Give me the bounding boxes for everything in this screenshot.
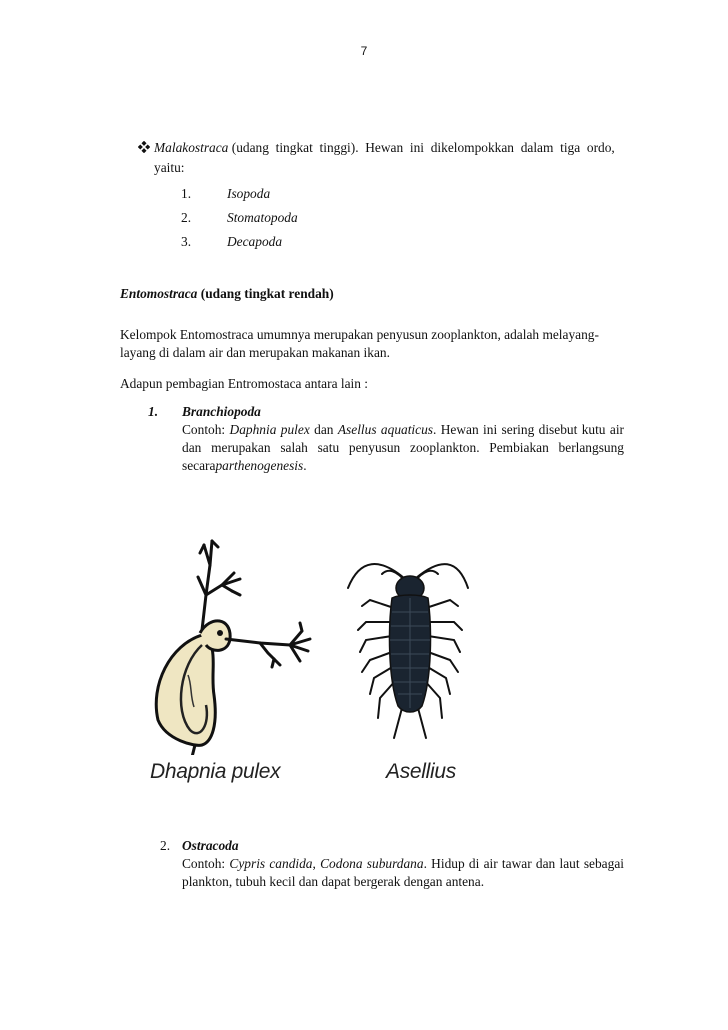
order-item bbox=[181, 184, 270, 204]
malakostraca-paragraph bbox=[138, 138, 624, 158]
contoh-label: Contoh: bbox=[182, 856, 230, 871]
branchiopoda-title: Branchiopoda bbox=[182, 404, 261, 419]
malakostraca-text-1: (udang tingkat tinggi). Hewan ini dikelompokkan dalam tiga ordo, bbox=[228, 140, 615, 155]
branchiopoda-line-1 bbox=[182, 420, 624, 440]
ostracoda-title: Ostracoda bbox=[182, 838, 239, 853]
order-number: 1. bbox=[181, 186, 192, 201]
order-item bbox=[181, 208, 298, 228]
species-asellus: Asellus aquaticus bbox=[337, 422, 434, 437]
branchiopoda-line-3 bbox=[182, 456, 307, 476]
entomostraca-heading-rest: (udang tingkat rendah) bbox=[197, 286, 334, 301]
ostracoda-line-1-rest: . Hidup di air tawar dan laut sebagai bbox=[423, 856, 624, 871]
entomostraca-heading bbox=[120, 284, 334, 304]
diamond-bullet-icon bbox=[138, 138, 150, 158]
order-name: Stomatopoda bbox=[227, 210, 298, 225]
order-item bbox=[181, 232, 282, 252]
entomostraca-paragraph-line-2: layang di dalam air dan merupakan makanan ikan. bbox=[120, 345, 390, 360]
order-name: Decapoda bbox=[227, 234, 283, 249]
dan-text: dan bbox=[309, 422, 338, 437]
entomostraca-paragraph-line-1: Kelompok Entomostraca umumnya merupakan penyusun zooplankton, adalah melayang- bbox=[120, 327, 599, 342]
period: . bbox=[303, 458, 307, 473]
branchiopoda-line-1-rest: . Hewan ini sering disebut kutu air bbox=[433, 422, 625, 437]
secara-text: secara bbox=[182, 458, 216, 473]
order-number: 3. bbox=[181, 234, 192, 249]
comma: , bbox=[312, 856, 321, 871]
entomostraca-division-intro: Adapun pembagian Entromostaca antara lain : bbox=[120, 376, 369, 391]
asellus-illustration bbox=[340, 548, 480, 758]
ostracoda-line-2: plankton, tubuh kecil dan dapat bergerak dengan antena. bbox=[182, 874, 485, 889]
branchiopoda-line-2: dan merupakan salah satu penyusun zooplankton. Pembiakan berlangsung bbox=[182, 440, 624, 455]
malakostraca-term: Malakostraca bbox=[154, 140, 229, 155]
species-codona: Codona suburdana bbox=[320, 856, 424, 871]
contoh-label: Contoh: bbox=[182, 422, 230, 437]
page-number: 7 bbox=[360, 44, 368, 58]
caption-daphnia: Dhapnia pulex bbox=[150, 760, 281, 783]
branchiopoda-number: 1. bbox=[148, 404, 159, 419]
parthenogenesis-term: parthenogenesis bbox=[215, 458, 304, 473]
ostracoda-number: 2. bbox=[160, 838, 171, 853]
malakostraca-text-2: yaitu: bbox=[154, 160, 185, 175]
species-daphnia: Daphnia pulex bbox=[229, 422, 310, 437]
branchiopoda-heading bbox=[148, 402, 261, 422]
entomostraca-term: Entomostraca bbox=[120, 286, 198, 301]
order-name: Isopoda bbox=[227, 186, 271, 201]
caption-asellus: Asellius bbox=[386, 760, 456, 783]
ostracoda-heading bbox=[160, 836, 239, 856]
order-number: 2. bbox=[181, 210, 192, 225]
ostracoda-line-1 bbox=[182, 854, 624, 874]
daphnia-illustration bbox=[140, 535, 325, 755]
species-cypris: Cypris candida bbox=[229, 856, 313, 871]
